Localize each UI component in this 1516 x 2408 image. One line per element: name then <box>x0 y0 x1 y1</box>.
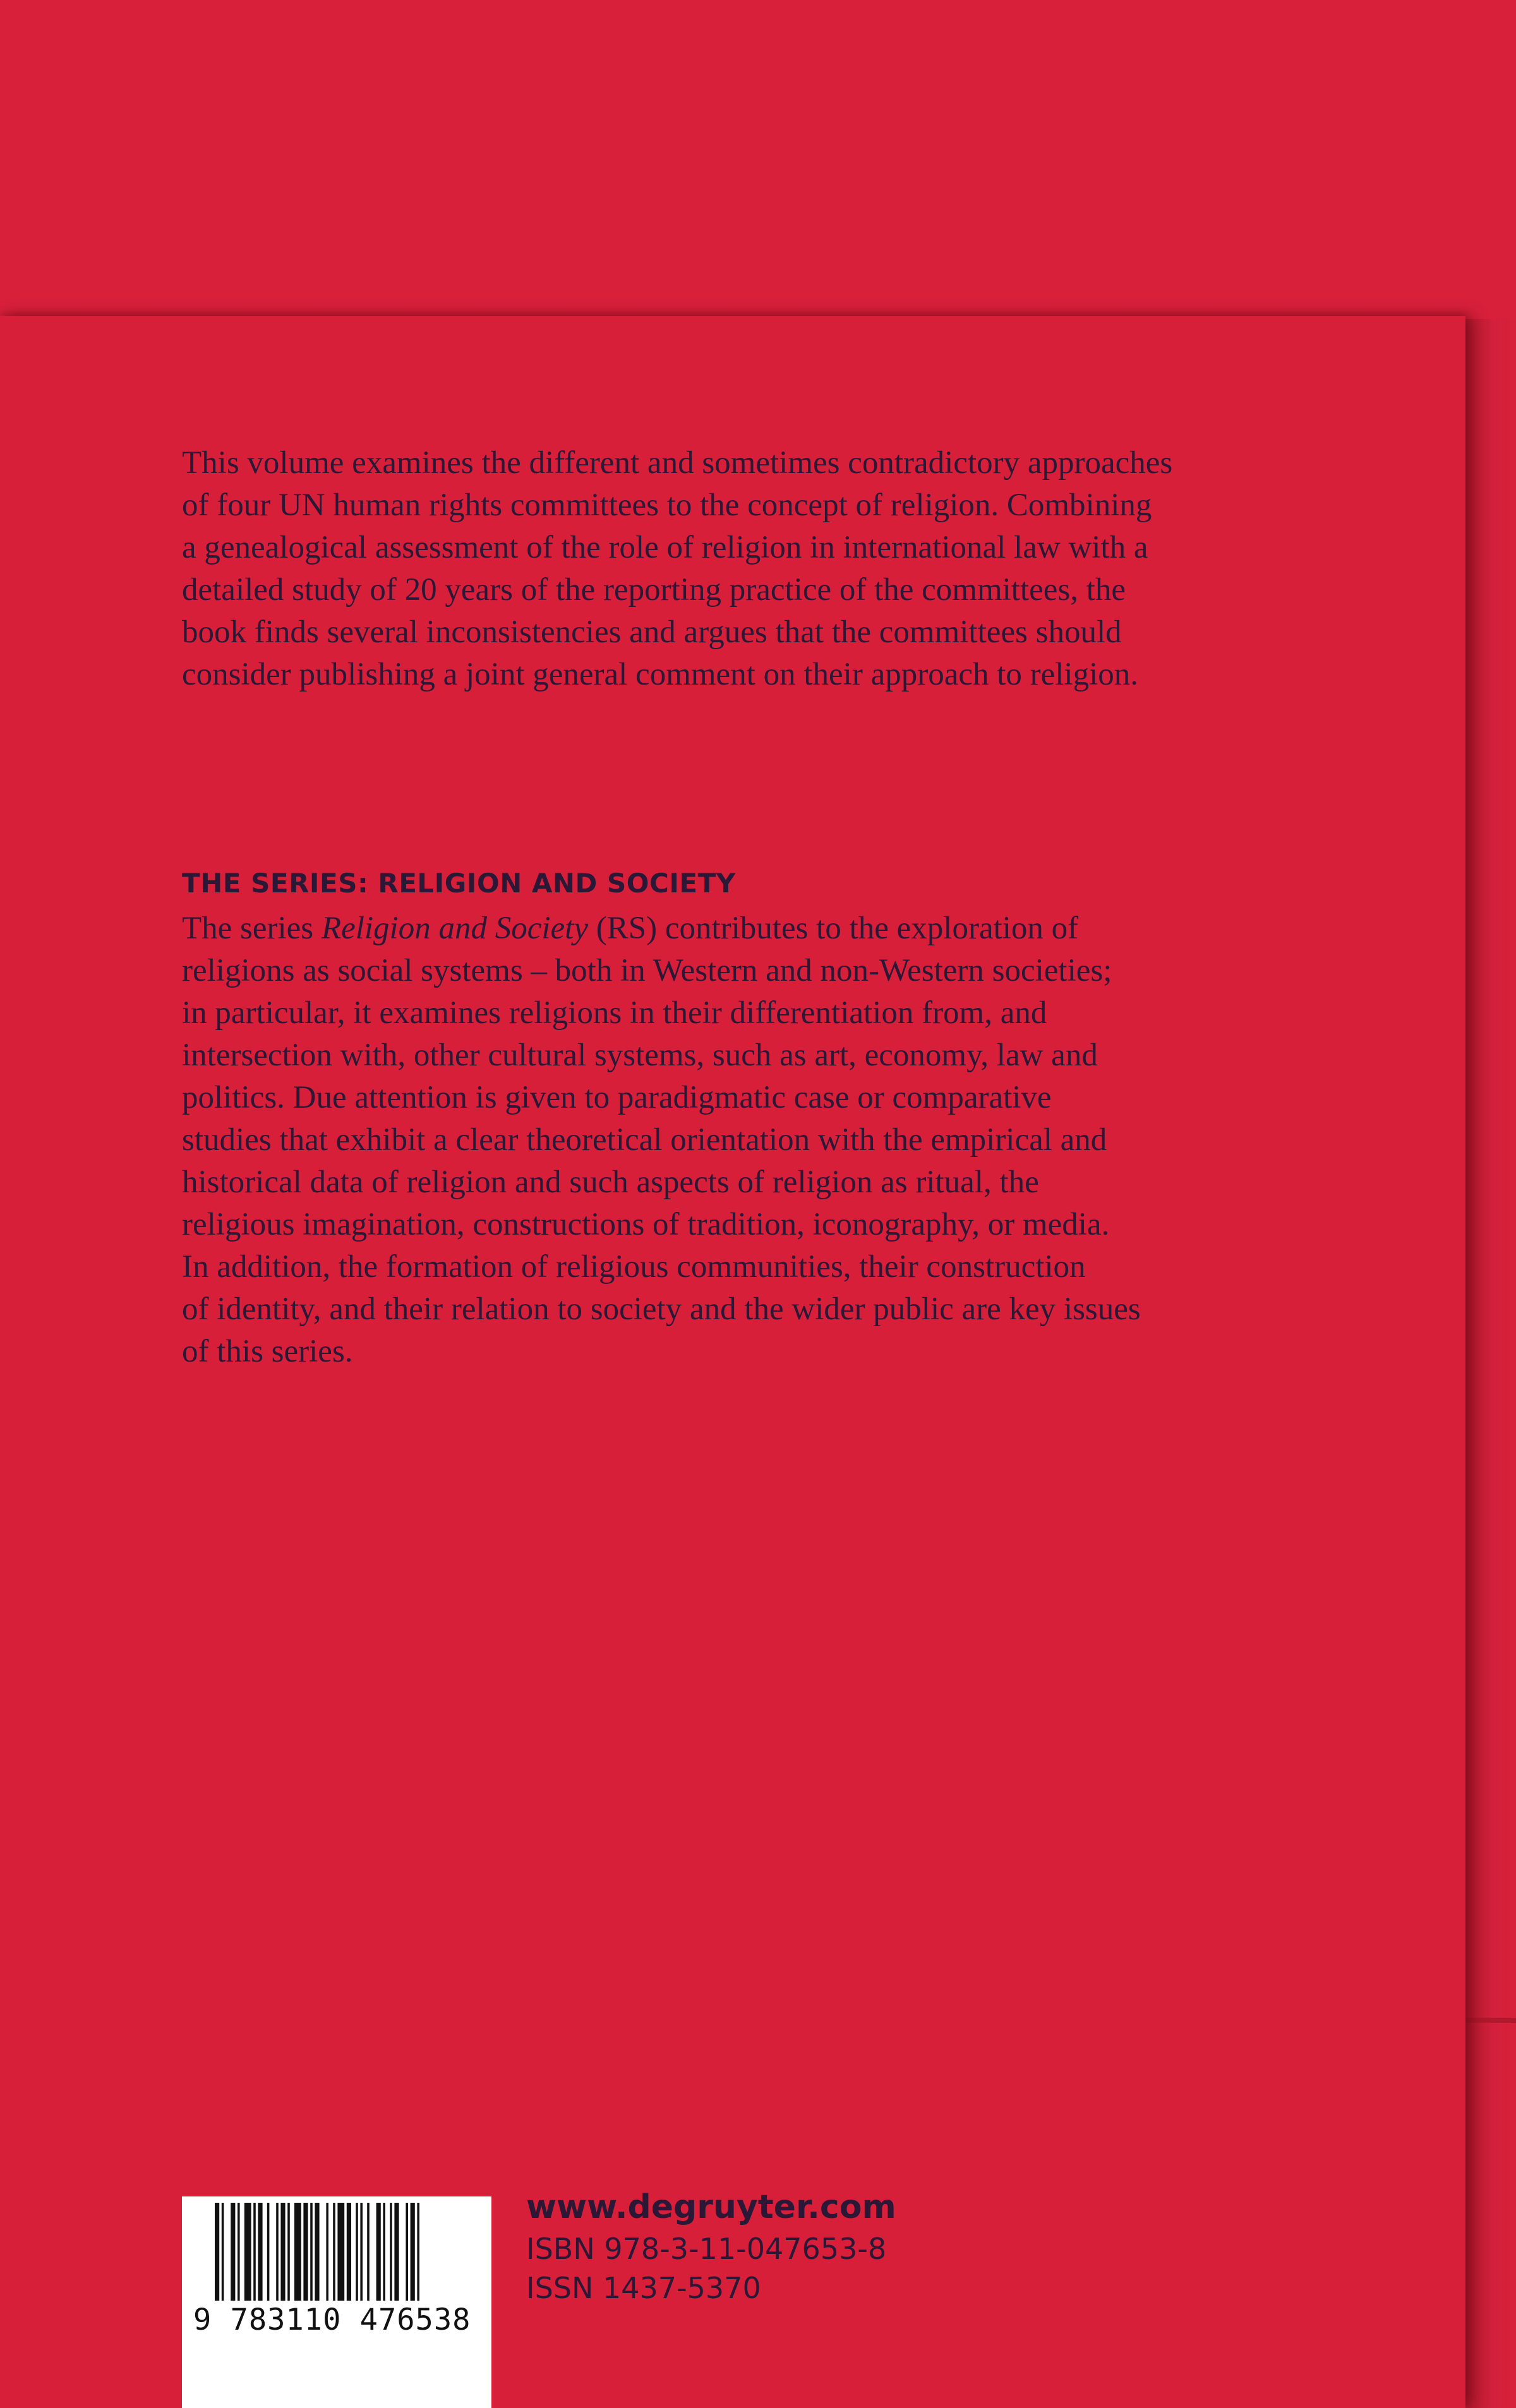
barcode-bar <box>367 2203 370 2301</box>
series-line: intersection with, other cultural systems, such as art, economy, law and <box>182 1038 1098 1073</box>
blurb-line: of four UN human rights committees to the concept of religion. Combining <box>182 488 1152 523</box>
barcode-bar <box>280 2203 285 2301</box>
barcode-bar <box>383 2203 385 2301</box>
blurb-line: This volume examines the different and sometimes contradictory approaches <box>182 445 1173 481</box>
barcode-bar <box>253 2203 256 2301</box>
series-line: In addition, the formation of religious communities, their construction <box>182 1249 1086 1285</box>
isbn-number: ISBN 978-3-11-047653-8 <box>526 2232 887 2266</box>
series-line: religious imagination, constructions of tradition, iconography, or media. <box>182 1207 1110 1242</box>
barcode-bar <box>356 2203 358 2301</box>
barcode-bar <box>258 2203 262 2301</box>
barcode-bar <box>267 2203 270 2301</box>
publisher-url: www.degruyter.com <box>526 2188 896 2226</box>
series-intro-line <box>182 907 1357 950</box>
barcode-bar <box>326 2203 328 2301</box>
barcode-bar <box>337 2203 344 2301</box>
series-line: studies that exhibit a clear theoretical orientation with the empirical and <box>182 1122 1107 1158</box>
barcode-bar <box>315 2203 319 2301</box>
publisher-info <box>526 2185 896 2308</box>
blurb-line: detailed study of 20 years of the reporting practice of the committees, the <box>182 572 1126 608</box>
barcode-bar <box>310 2203 313 2301</box>
blurb-line: consider publishing a joint general comment on their approach to religion. <box>182 657 1139 692</box>
barcode-bar <box>347 2203 351 2301</box>
flap-divider <box>1465 2018 1516 2023</box>
series-intro-prefix: The series <box>182 911 322 946</box>
series-line: in particular, it examines religions in their differentiation from, and <box>182 995 1047 1031</box>
barcode-bar <box>222 2203 224 2301</box>
barcode-bar <box>303 2203 308 2301</box>
barcode-bar <box>231 2203 235 2301</box>
barcode-bar <box>244 2203 251 2301</box>
barcode-bar <box>394 2203 399 2301</box>
barcode-bar <box>294 2203 301 2301</box>
barcode-bar <box>406 2203 408 2301</box>
barcode-bar <box>360 2203 363 2301</box>
series-line: religions as social systems – both in Western and non-Western societies; <box>182 953 1112 988</box>
cover-flap-edge <box>1465 319 1516 2408</box>
blurb-paragraph <box>182 442 1357 696</box>
series-description <box>182 907 1357 1373</box>
barcode-bar <box>287 2203 290 2301</box>
barcode-digits: 9 783110 476538 <box>193 2303 471 2337</box>
series-line: of identity, and their relation to society and the wider public are key issues <box>182 1291 1141 1327</box>
series-line: politics. Due attention is given to paradigmatic case or comparative <box>182 1080 1052 1115</box>
blurb-line: book finds several inconsistencies and argues that the committees should <box>182 614 1122 650</box>
issn-number: ISSN 1437-5370 <box>526 2271 761 2305</box>
barcode-bar <box>417 2203 419 2301</box>
blurb-line: a genealogical assessment of the role of religion in international law with a <box>182 530 1148 565</box>
series-line: of this series. <box>182 1334 353 1369</box>
barcode-bar <box>215 2203 219 2301</box>
series-heading: THE SERIES: RELIGION AND SOCIETY <box>182 868 736 899</box>
barcode-bar <box>390 2203 392 2301</box>
barcode-bar <box>276 2203 279 2301</box>
barcode-bar <box>333 2203 335 2301</box>
barcode-bar <box>238 2203 240 2301</box>
barcode-bar <box>411 2203 415 2301</box>
barcode-bars <box>182 2196 491 2304</box>
series-title: Religion and Society <box>321 911 588 946</box>
series-line: historical data of religion and such aspects of religion as ritual, the <box>182 1165 1039 1200</box>
barcode-bar <box>376 2203 381 2301</box>
series-intro-suffix: (RS) contributes to the exploration of <box>587 911 1079 946</box>
barcode <box>182 2196 491 2408</box>
